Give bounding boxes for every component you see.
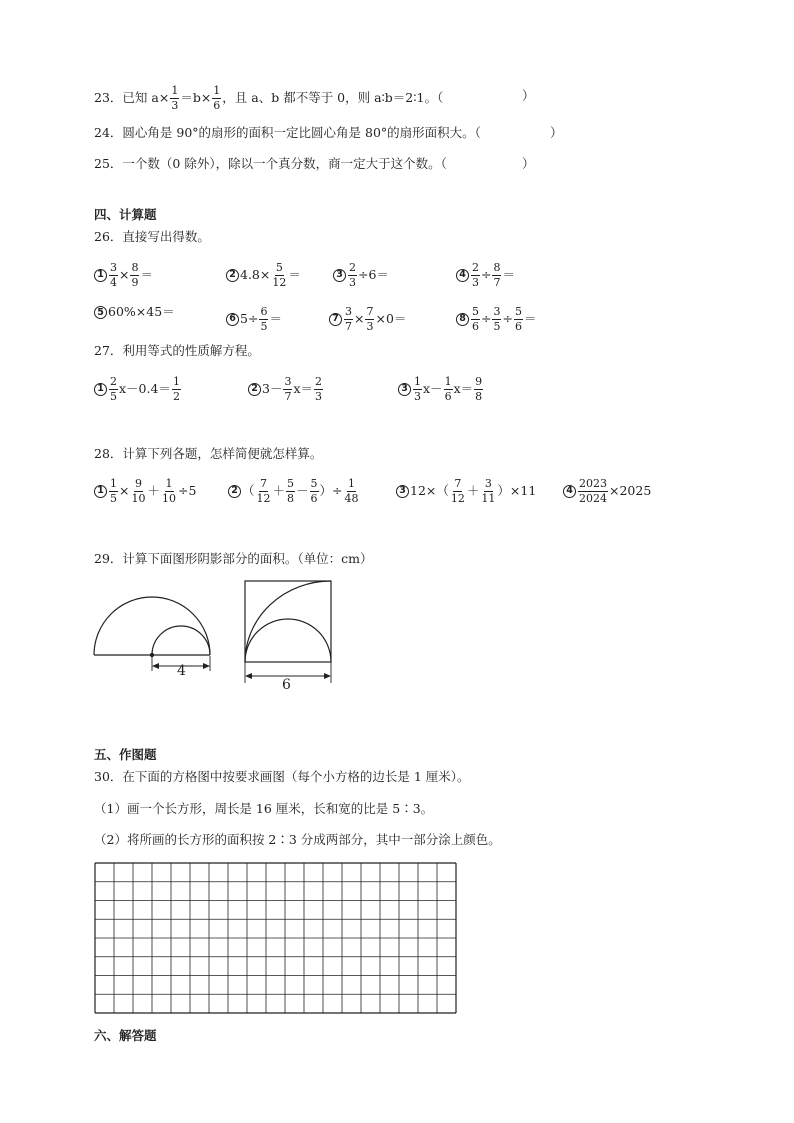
question-24: 24．圆心角是 90°的扇形的面积一定比圆心角是 80°的扇形面积大。（ <box>94 125 481 140</box>
q28-item-4: 4 $\frac{2023}{2024}$ ×2025 <box>563 478 651 504</box>
q26-item-4: 4 $\frac{2}{3}$ ÷ $\frac{8}{7}$ ＝ <box>456 262 515 288</box>
q27-item-2: 2 3－ $\frac{3}{7}$ x＝ $\frac{2}{3}$ <box>248 376 324 402</box>
answer-paren-close-23: ） <box>522 88 535 103</box>
dimension-label-4: 4 <box>177 663 186 679</box>
q26-item-2: 2 4.8× $\frac{5}{12}$ ＝ <box>226 262 301 288</box>
q26-item-5: 5 60%×45＝ <box>94 306 175 319</box>
question-28-title: 28．计算下列各题，怎样简便就怎样算。 <box>94 446 323 461</box>
question-23: 23．已知 a× $\frac{1}{3}$ ＝b× $\frac{1}{6}$ ，且 a、b 都不等于 0，则 a∶b＝2∶1。（ <box>94 84 444 112</box>
square-quarter-circle-figure <box>240 577 340 689</box>
square-grid[interactable] <box>94 862 458 1018</box>
q26-item-1: 1 $\frac{3}{4}$ × $\frac{8}{9}$ ＝ <box>94 262 153 288</box>
fraction: $\frac{1}{6}$ <box>213 84 221 112</box>
q26-item-8: 8 $\frac{5}{6}$ ÷ $\frac{3}{5}$ ÷ $\frac{5}{6}$ ＝ <box>456 306 536 332</box>
answer-paren-close-25: ） <box>522 156 535 171</box>
q26-item-6: 6 5÷ $\frac{6}{5}$ ＝ <box>226 306 282 332</box>
question-26-title: 26．直接写出得数。 <box>94 229 210 244</box>
fraction: $\frac{1}{3}$ <box>171 84 179 112</box>
semicircle-figure <box>90 575 220 685</box>
q27-item-3: 3 $\frac{1}{3}$ x－ $\frac{1}{6}$ x＝ $\frac{9}{8}$ <box>398 376 484 402</box>
question-30-sub2: （2）将所画的长方形的面积按 2∶3 分成两部分，其中一部分涂上颜色。 <box>94 832 501 847</box>
dimension-label-6: 6 <box>282 677 291 693</box>
question-27-title: 27．利用等式的性质解方程。 <box>94 343 260 358</box>
section-heading-solutions: 六、解答题 <box>94 1028 157 1043</box>
q26-item-7: 7 $\frac{3}{7}$ × $\frac{7}{3}$ ×0＝ <box>329 306 406 332</box>
q28-item-1: 1 $\frac{1}{5}$ × $\frac{9}{10}$ ＋ $\frac{1}{10}$ ÷5 <box>94 478 196 504</box>
q28-item-2: 2 （ $\frac{7}{12}$ ＋ $\frac{5}{8}$ － $\frac{5}{6}$ ）÷ $\frac{1}{48}$ <box>228 478 361 504</box>
question-30-sub1: （1）画一个长方形，周长是 16 厘米，长和宽的比是 5∶3。 <box>94 801 434 816</box>
section-heading-calculation: 四、计算题 <box>94 207 157 222</box>
question-25: 25．一个数（0 除外），除以一个真分数，商一定大于这个数。（ <box>94 156 447 171</box>
answer-paren-close-24: ） <box>550 125 563 140</box>
question-30-title: 30．在下面的方格图中按要求画图（每个小方格的边长是 1 厘米）。 <box>94 769 470 784</box>
q27-item-1: 1 $\frac{2}{5}$ x－0.4＝ $\frac{1}{2}$ <box>94 376 182 402</box>
q28-item-3: 3 12×（ $\frac{7}{12}$ ＋ $\frac{3}{11}$ ）×11 <box>396 478 536 504</box>
q26-item-3: 3 $\frac{2}{3}$ ÷6＝ <box>333 262 389 288</box>
question-29-title: 29．计算下面图形阴影部分的面积。（单位：cm） <box>94 551 373 566</box>
section-heading-drawing: 五、作图题 <box>94 747 157 762</box>
